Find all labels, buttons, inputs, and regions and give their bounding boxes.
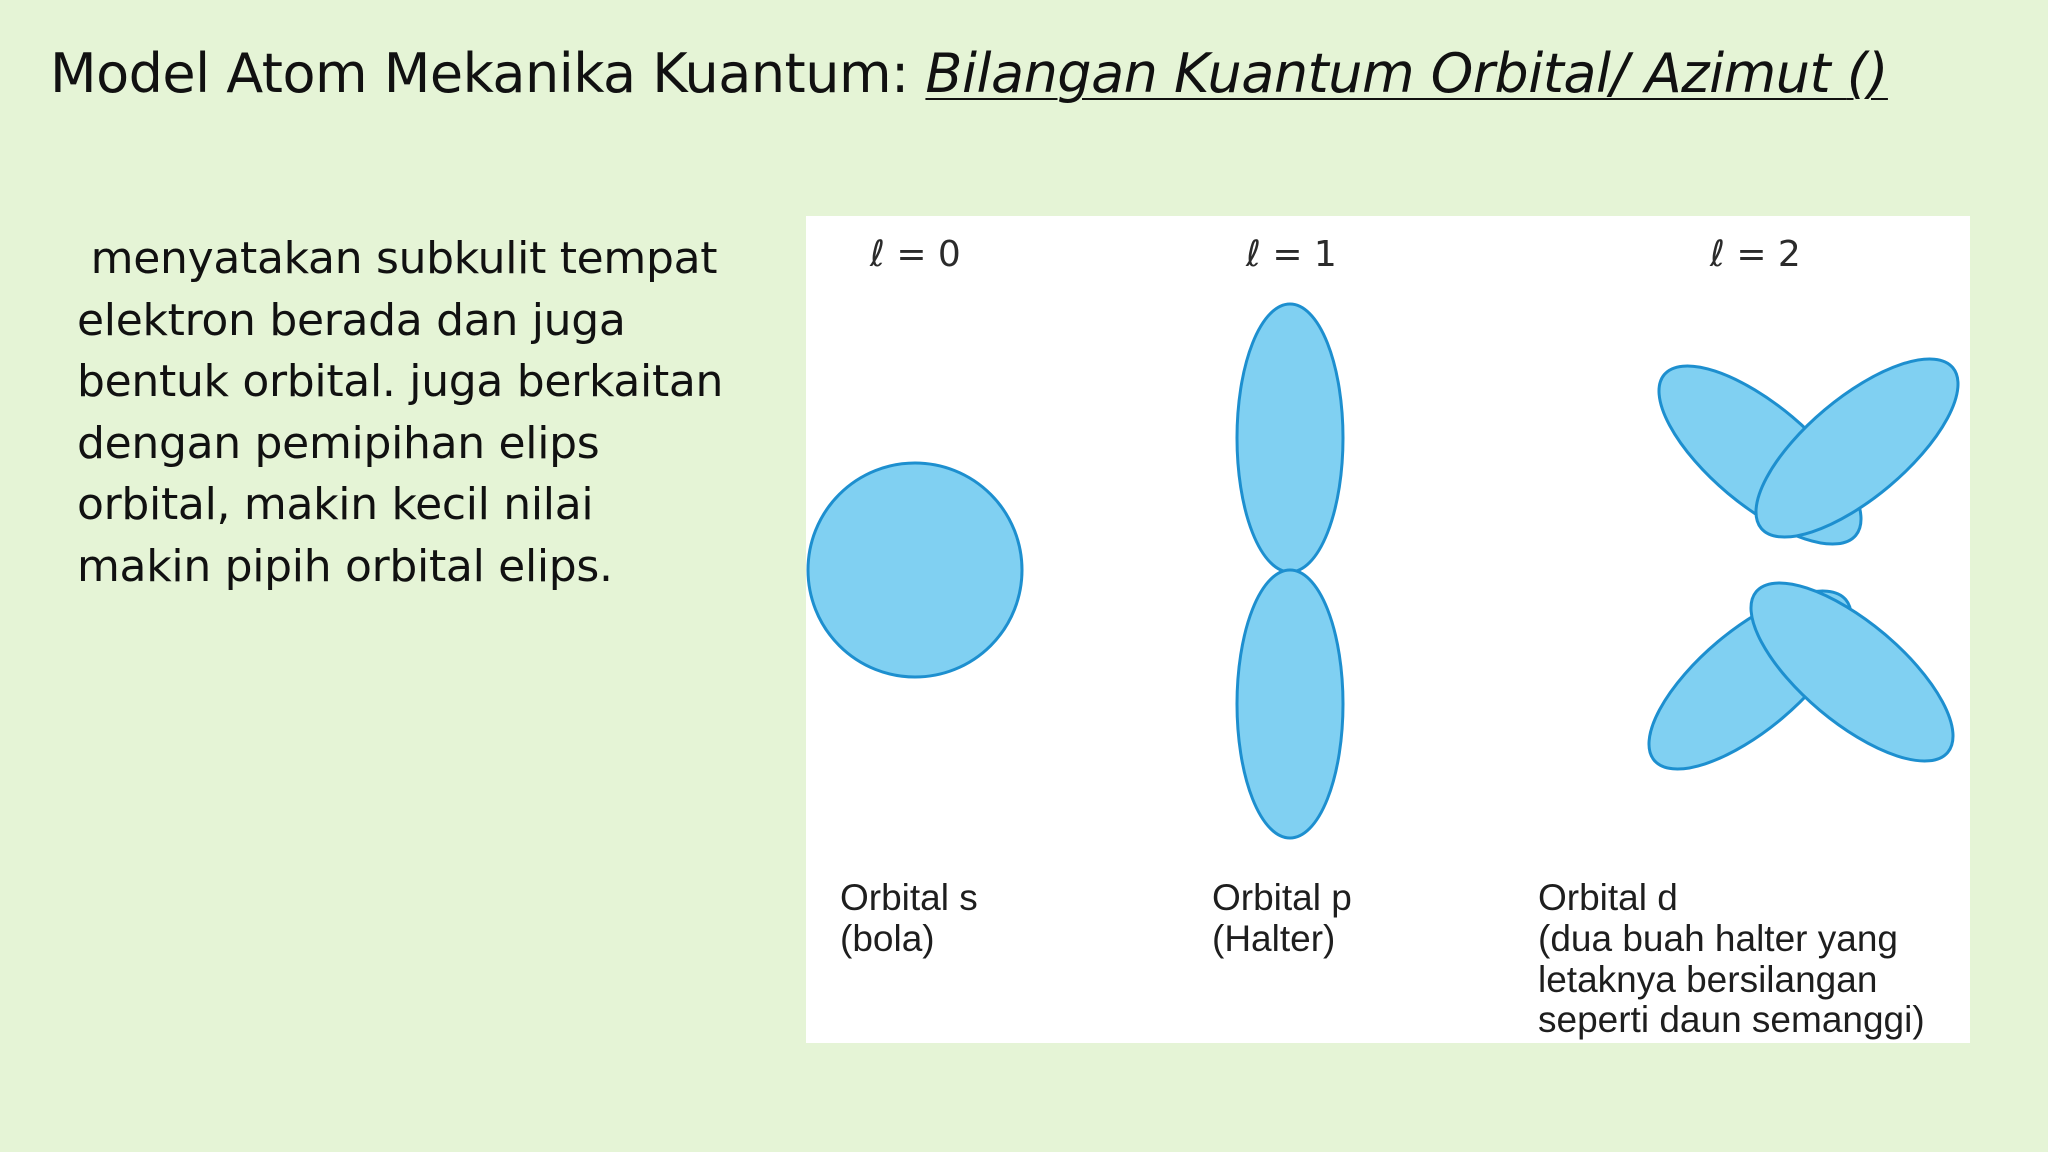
orbital-diagram-svg — [806, 216, 1970, 1043]
body-line: bentuk orbital. juga berkaitan — [77, 356, 724, 407]
orbital-p-quantum-label: ℓ = 1 — [1246, 234, 1337, 275]
orbital-d-quantum-label: ℓ = 2 — [1710, 234, 1801, 275]
orbital-d-group — [1538, 234, 1970, 1040]
orbital-s-quantum-label: ℓ = 0 — [870, 234, 961, 275]
body-line: menyatakan subkulit tempat — [77, 233, 718, 284]
orbital-s-sphere — [808, 463, 1022, 677]
body-line: dengan pemipihan elips — [77, 417, 600, 469]
orbital-p-caption-line: (Halter) — [1212, 918, 1336, 959]
slide-title — [50, 40, 1888, 108]
orbital-p-lobe-upper — [1237, 304, 1343, 572]
title-emphasis: Bilangan Kuantum Orbital/ Azimut — [925, 42, 1847, 105]
body-line: elektron berada dan juga — [77, 294, 626, 346]
title-prefix: Model Atom Mekanika Kuantum: — [50, 42, 926, 105]
body-line: makin pipih orbital elips. — [77, 540, 613, 592]
orbital-s-caption-line: (bola) — [840, 918, 935, 959]
orbital-diagram — [806, 216, 1970, 1043]
orbital-d-caption-line: Orbital d — [1538, 877, 1678, 918]
orbital-p-lobe-lower — [1237, 570, 1343, 838]
orbital-p-caption-line: Orbital p — [1212, 877, 1352, 918]
orbital-s-group — [808, 234, 1022, 959]
title-suffix: () — [1846, 42, 1888, 105]
orbital-s-caption-line: Orbital s — [840, 877, 978, 918]
body-line: orbital, makin kecil nilai — [77, 479, 594, 530]
orbital-d-caption-line: letaknya bersilangan — [1538, 959, 1878, 1000]
orbital-p-group — [1212, 234, 1352, 959]
body-paragraph — [77, 228, 724, 597]
orbital-d-caption-line: seperti daun semanggi) — [1538, 999, 1925, 1040]
orbital-d-caption-line: (dua buah halter yang — [1538, 918, 1898, 959]
